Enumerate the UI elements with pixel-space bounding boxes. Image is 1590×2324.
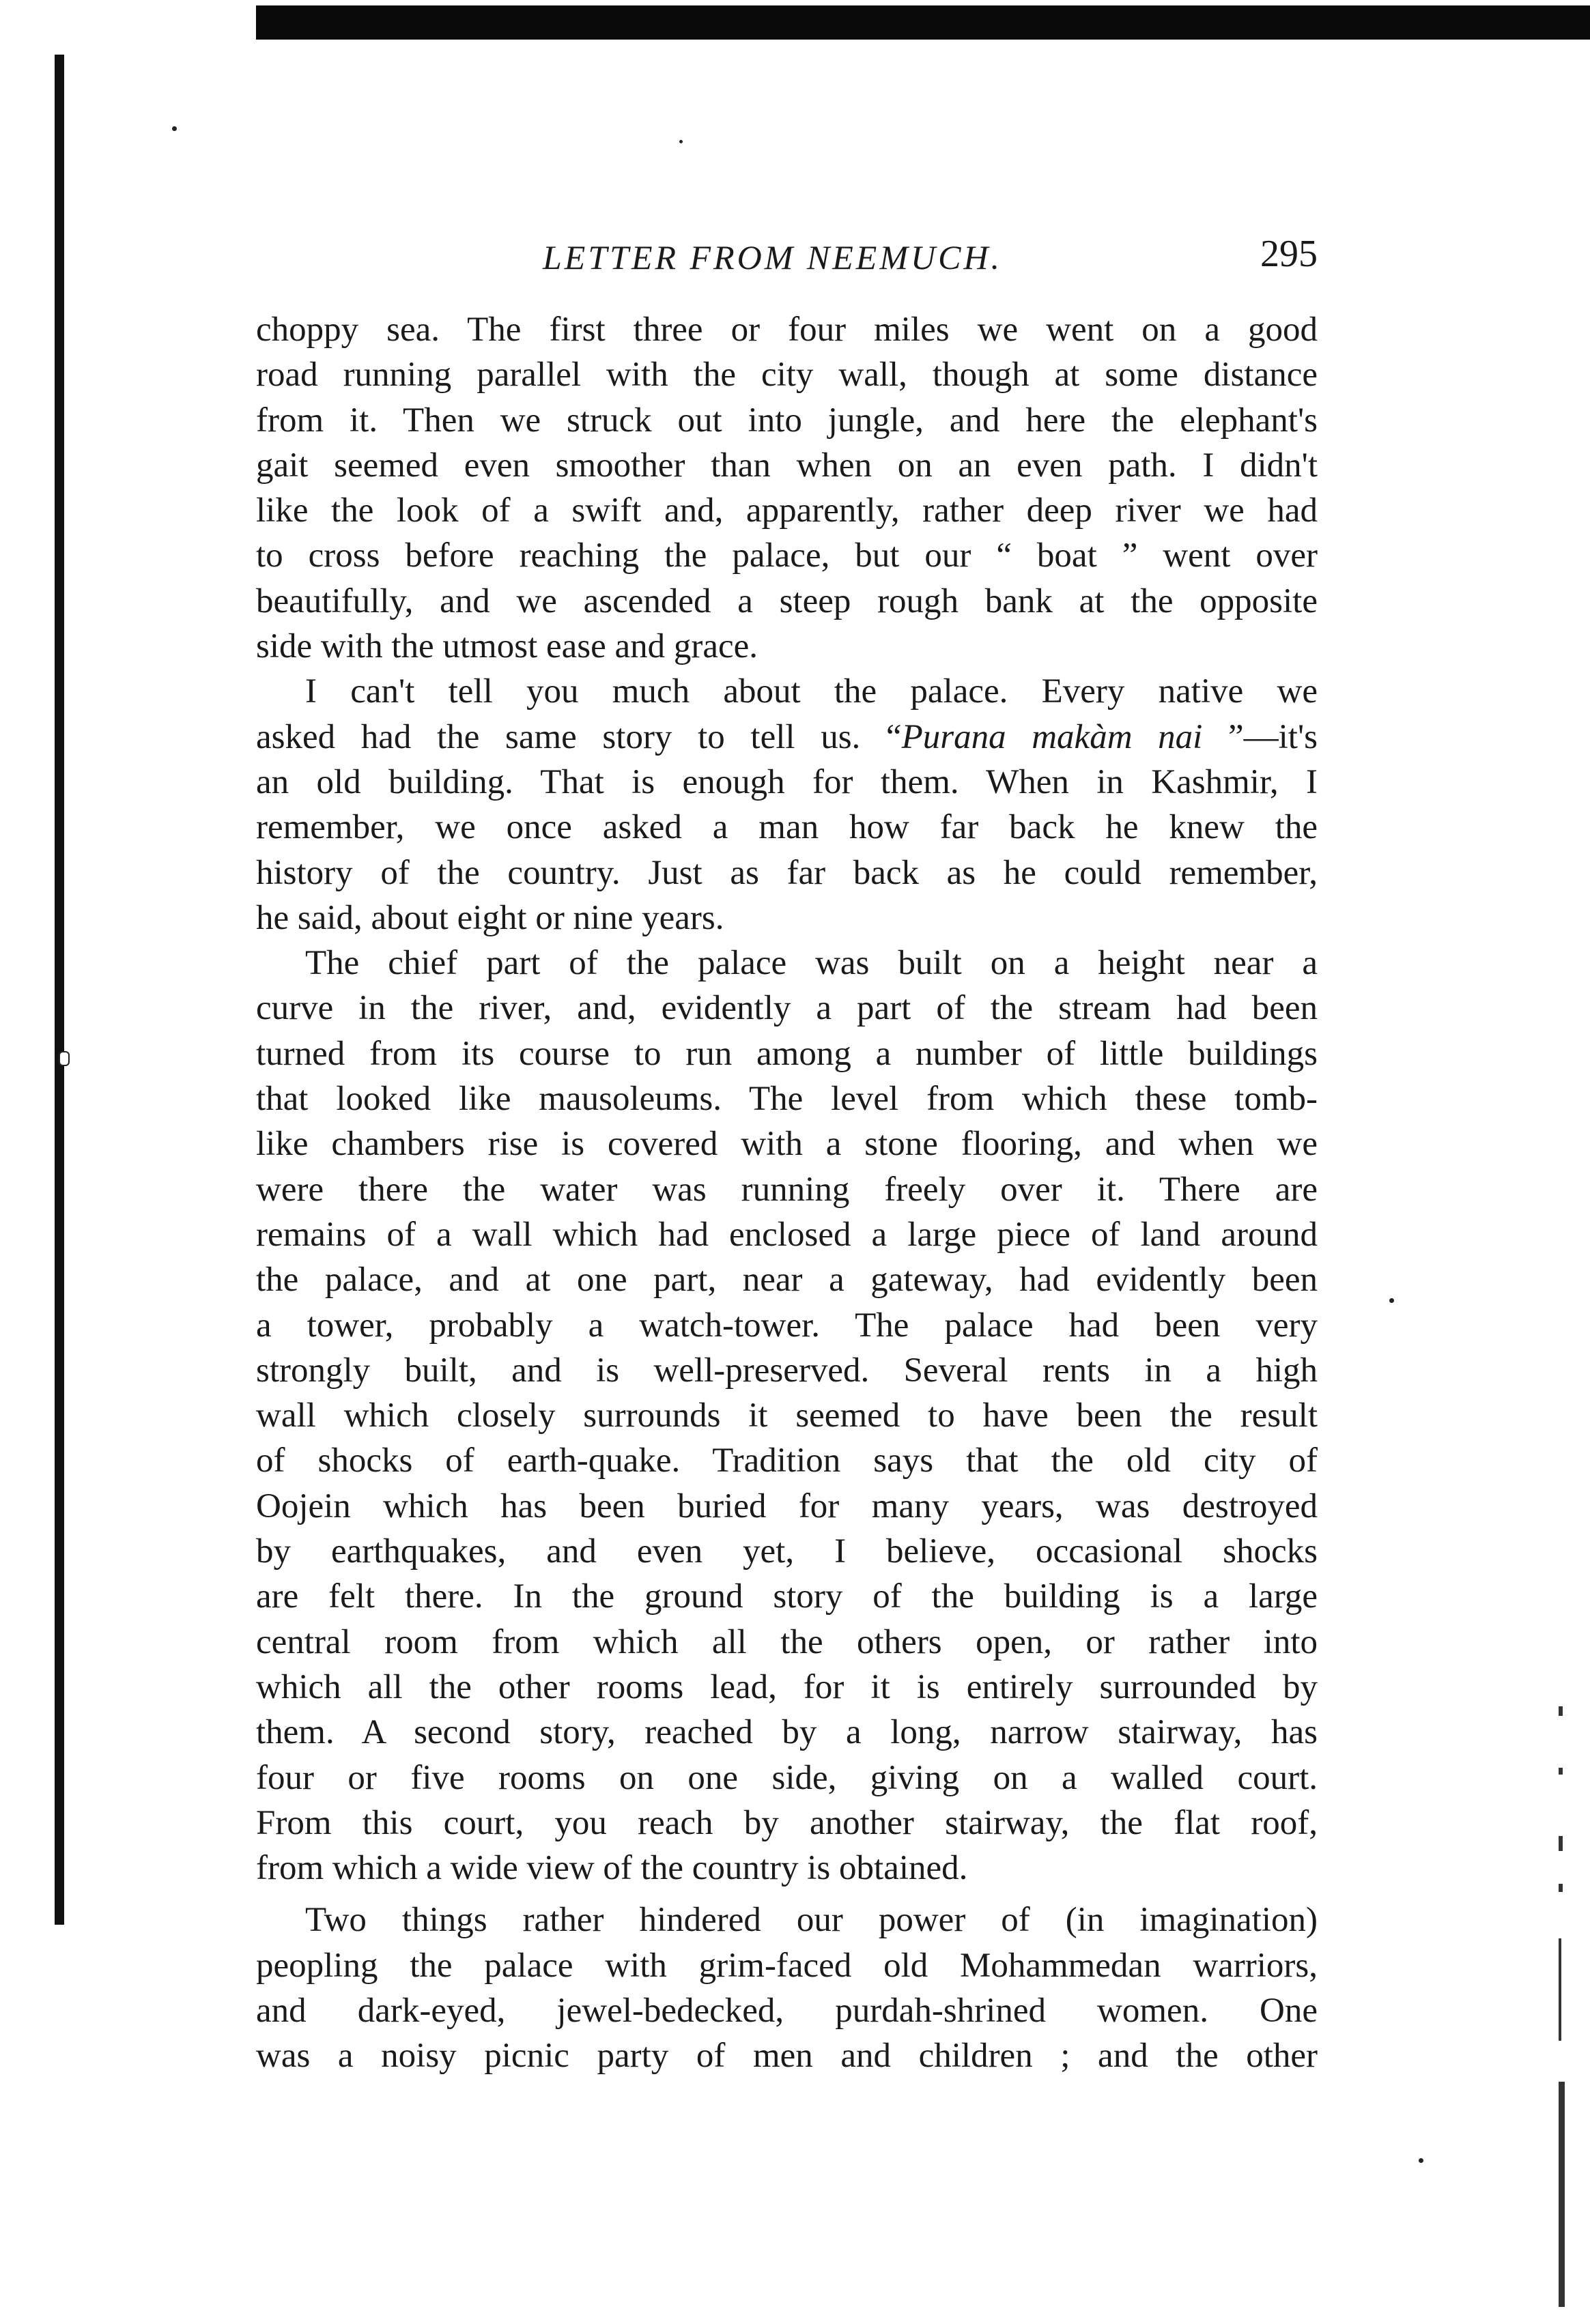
- scan-right-edge: [1559, 1884, 1563, 1892]
- text-line: he said, about eight or nine years.: [256, 898, 724, 937]
- text-line: which all the other rooms lead, for it is entirely surrounded by: [256, 1667, 1318, 1706]
- text-line-with-foreign: [256, 715, 1318, 760]
- scan-speck: [1419, 2158, 1423, 2163]
- text-line: are felt there. In the ground story of the building is a large: [256, 1577, 1318, 1616]
- scan-speck: [679, 140, 683, 143]
- text-line: from it. Then we struck out into jungle, and here the elephant's: [256, 401, 1318, 440]
- text-line: of shocks of earth-quake. Tradition says that the old city of: [256, 1441, 1318, 1480]
- text-line: curve in the river, and, evidently a part of the stream had been: [256, 989, 1318, 1028]
- text-line: like the look of a swift and, apparently, rather deep river we had: [256, 491, 1318, 530]
- text-line: the palace, and at one part, near a gateway, had evidently been: [256, 1261, 1318, 1300]
- text-line: was a noisy picnic party of men and children ; and the other: [256, 2037, 1318, 2076]
- paragraph-gap: [256, 1891, 1318, 1897]
- text-fragment: ”—it's: [1202, 717, 1318, 756]
- text-line: road running parallel with the city wall, though at some distance: [256, 356, 1318, 394]
- text-line: choppy sea. The first three or four miles we went on a good: [256, 311, 1318, 349]
- text-line: from which a wide view of the country is obtained.: [256, 1849, 968, 1888]
- paragraph: [256, 307, 1318, 669]
- text-line: side with the utmost ease and grace.: [256, 627, 758, 666]
- text-line: beautifully, and we ascended a steep rough bank at the opposite: [256, 582, 1318, 620]
- text-line: and dark-eyed, jewel-bedecked, purdah-shrined women. One: [256, 1991, 1318, 2030]
- text-line: peopling the palace with grim-faced old Mohammedan warriors,: [256, 1946, 1318, 1985]
- paragraph: [256, 1897, 1318, 2078]
- text-line: remains of a wall which had enclosed a large piece of land around: [256, 1215, 1318, 1254]
- text-fragment: asked had the same story to tell us. “: [256, 717, 902, 756]
- text-line: strongly built, and is well-preserved. Several rents in a high: [256, 1351, 1318, 1390]
- text-line: I can't tell you much about the palace. Every native we: [305, 672, 1318, 711]
- text-line: history of the country. Just as far back as he could remember,: [256, 853, 1318, 892]
- text-line: remember, we once asked a man how far back he knew the: [256, 808, 1318, 847]
- scan-right-edge: [1559, 1706, 1563, 1716]
- text-line: From this court, you reach by another stairway, the flat roof,: [256, 1803, 1318, 1842]
- foreign-phrase: Purana makàm nai: [901, 717, 1203, 756]
- text-line: like chambers rise is covered with a stone flooring, and when we: [256, 1125, 1318, 1164]
- scan-right-edge: [1559, 1768, 1563, 1775]
- text-line: gait seemed even smoother than when on an even path. I didn't: [256, 446, 1318, 485]
- text-line: wall which closely surrounds it seemed to have been the result: [256, 1396, 1318, 1435]
- text-line: turned from its course to run among a number of little buildings: [256, 1034, 1318, 1073]
- text-line: that looked like mausoleums. The level from which these tomb-: [256, 1080, 1318, 1119]
- scan-right-edge: [1559, 1938, 1561, 2041]
- text-line: them. A second story, reached by a long, narrow stairway, has: [256, 1713, 1318, 1752]
- text-line: an old building. That is enough for them. When in Kashmir, I: [256, 762, 1318, 801]
- text-line: by earthquakes, and even yet, I believe, occasional shocks: [256, 1532, 1318, 1571]
- scan-right-edge: [1559, 2082, 1565, 2307]
- running-title: LETTER FROM NEEMUCH.: [543, 238, 1003, 276]
- scan-spine-edge: [55, 55, 64, 1925]
- page-number: 295: [1260, 233, 1318, 275]
- text-line: were there the water was running freely over it. There are: [256, 1170, 1318, 1209]
- text-line: central room from which all the others open, or rather into: [256, 1622, 1318, 1661]
- scan-speck: [1389, 1298, 1394, 1303]
- text-line: a tower, probably a watch-tower. The palace had been very: [256, 1306, 1318, 1345]
- paragraph: [256, 941, 1318, 1891]
- text-line: Two things rather hindered our power of (in imagination): [305, 1901, 1318, 1940]
- text-line: to cross before reaching the palace, but our “ boat ” went over: [256, 536, 1318, 575]
- scan-spine-mark: [59, 1051, 70, 1066]
- text-line: Oojein which has been buried for many years, was destroyed: [256, 1487, 1318, 1525]
- scan-speck: [172, 126, 177, 131]
- text-line: The chief part of the palace was built on a height near a: [305, 944, 1318, 983]
- paragraph: [256, 669, 1318, 941]
- scan-right-edge: [1559, 1836, 1563, 1851]
- body-text: [256, 307, 1318, 2079]
- scan-top-rule: [256, 5, 1590, 40]
- page-header: [256, 232, 1318, 287]
- text-line: four or five rooms on one side, giving on a walled court.: [256, 1758, 1318, 1797]
